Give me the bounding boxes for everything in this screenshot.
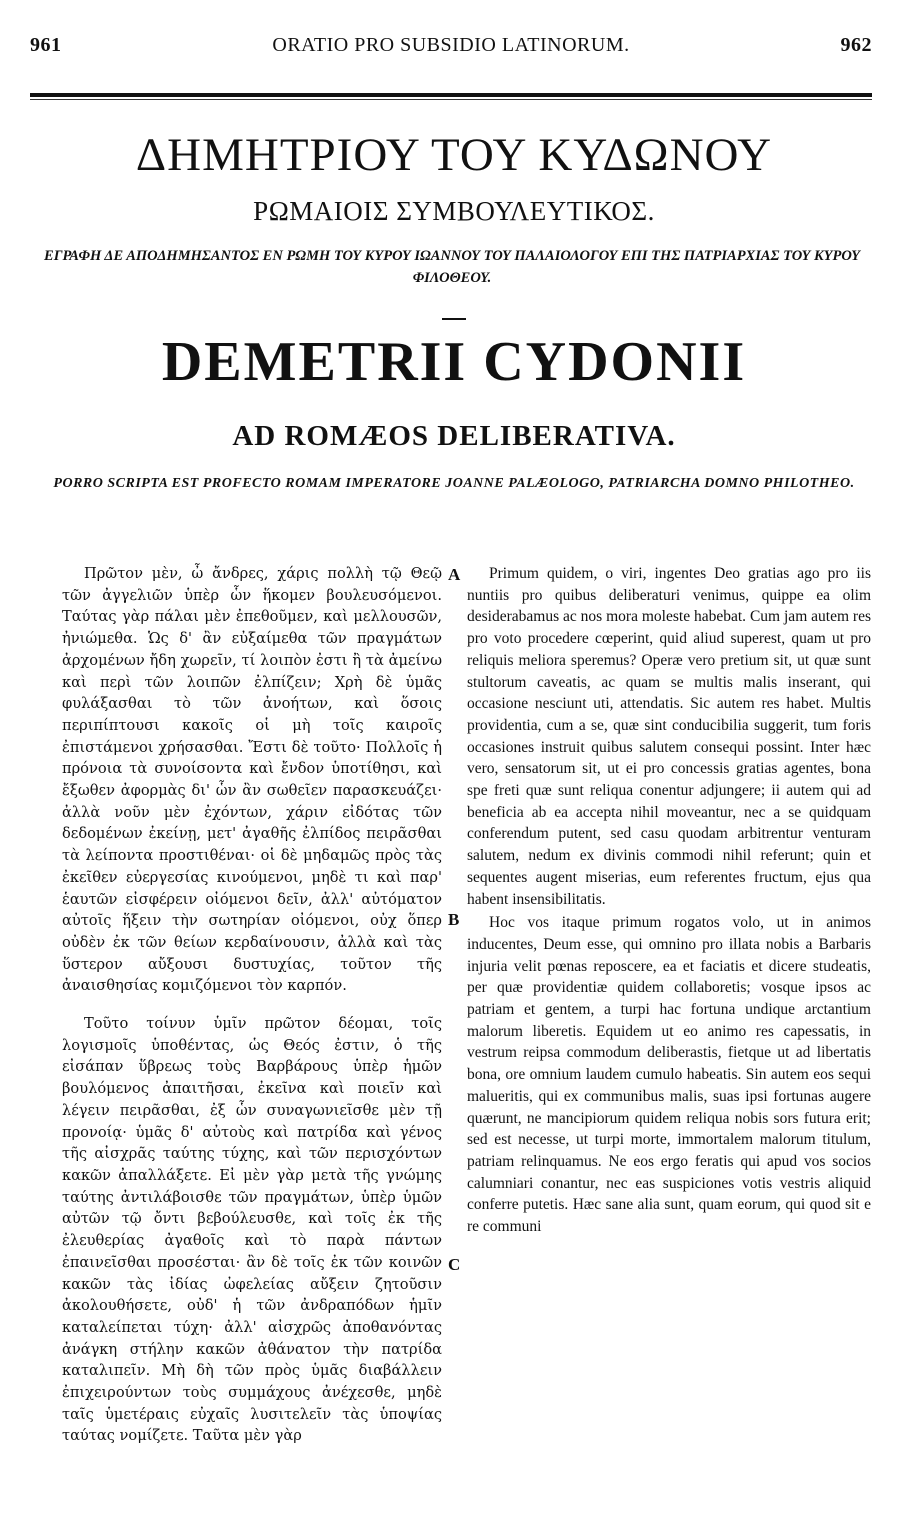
greek-title: ΔΗΜΗΤΡΙΟΥ ΤΟΥ ΚΥΔΩΝΟΥ <box>135 129 773 181</box>
latin-description: PORRO SCRIPTA EST PROFECTO ROMAM IMPERATORE JOANNE PALÆOLOGO, PATRIARCHA DOMNO PHILOTHEO. <box>53 476 855 491</box>
header-rule-thin <box>30 99 872 100</box>
latin-paragraph-1: Primum quidem, o viri, ingentes Deo gratias ago pro iis nuntiis pro quibus deliberaturi venimus, quippe ea olim desiderabamus ac nos mora moleste habebat. Cum jam autem res pro voto procedere cœperint, quid aliud superest, quam ut pro reliquis meliora speremus? Operæ vero pretium sit, ut quæ sunt stultorum caveatis, ac quam se multis malis inserant, qui occasione nesciunt uti, attendatis. Sic autem res habet. Multis providentia, cum a se, quæ sint conducibilia suggerit, tum foris occasiones instruit quibus salutem consequi possint. Inter hæc vero, sensatorum sit, ut ei pro concessis gratias agentes, bona spe freti quæ sunt reliqua conentur adjungere; ii autem qui ad beneficia ab ea accepta nihil moveantur, nec a se quidquam conferendum putent, sed casu quodam arbitrentur venturam salutem, nedum ex divinis commodi nihil referunt; quin et sequentes augent miserias, eum referentes fructum, ejus qua habent insensibilitatis. <box>467 565 871 908</box>
greek-description: ΕΓΡΑΦΗ ΔΕ ΑΠΟΔΗΜΗΣΑΝΤΟΣ ΕΝ ΡΩΜΗ ΤΟΥ ΚΥΡΟΥ ΙΩΑΝΝΟΥ ΤΟΥ ΠΑΛΑΙΟΛΟΓΟΥ ΕΠΙ ΤΗΣ ΠΑΤΡΙΑΡΧΙΑΣ ΤΟΥ ΚΥΡΟΥ ΦΙΛΟΘΕΟΥ. <box>44 248 860 286</box>
greek-paragraph-2: Τοῦτο τοίνυν ὑμῖν πρῶτον δέομαι, τοῖς λογισμοῖς ὑποθέντας, ὡς Θεός ἐστιν, ὁ τῆς εἰσάπαν ὕβρεως τοὺς Βαρβάρους ὑπὲρ ἡμῶν βουλόμενος ἀπαιτῆσαι, ἐκεῖνα καὶ ποιεῖν καὶ λέγειν πειρᾶσθαι, ἐξ ὧν συναγωνιεῖσθε μὲν τῇ προνοίᾳ· ὑμᾶς δ' αὐτοὺς καὶ πατρίδα καὶ γένος τῆς αἰσχρᾶς ταύτης τύχης, καὶ τῶν περισχόντων κακῶν ἀπαλλάξετε. Εἰ μὲν γὰρ μετὰ τῆς γνώμης ταύτης ἀντιλάβοισθε τῶν πραγμάτων, ὑπὲρ ὑμῶν αὐτῶν τῷ ὄντι βεβούλευσθε, καὶ τοῖς ἐκ τῆς ἐλευθερίας ἀγαθοῖς καὶ τὸ παρὰ πάντων ἐπαινεῖσθαι προσέσται· ἂν δὲ τοῖς ἐκ τῶν κοινῶν κακῶν τὰς ἰδίας ὠφελείας αὔξειν ζητοῦσιν ἀκολουθήσετε, οὐδ' ἡ τῶν ἀνδραπόδων ἡμῖν καταλείπεται τύχη· ἀλλ' αἰσχρῶς ἀποθανόντας ἀνάγκη στήλην κακῶν ἀθάνατον τὴν πατρίδα καταλιπεῖν. Μὴ δὴ τῶν πρὸς ὑμᾶς διαβάλλειν ἐπιχειρούντων τοὺς συμμάχους ἀνέχεσθε, μηδὲ ταῖς ὑμετέραις εὐχαῖς λυσιτελεῖν τὰς ὑποψίας ταύτας νομίζετε. Ταῦτα μὲν γὰρ <box>62 1015 442 1445</box>
page-number-right: 962 <box>840 34 872 56</box>
latin-text-column <box>467 563 871 1238</box>
greek-subtitle: ΡΩΜΑΙΟΙΣ ΣΥΜΒΟΥΛΕΥΤΙΚΟΣ. <box>253 196 655 226</box>
margin-marker-c: C <box>448 1255 461 1274</box>
latin-subtitle: AD ROMÆOS DELIBERATIVA. <box>232 420 676 452</box>
greek-text-column <box>62 563 442 1447</box>
greek-paragraph-1: Πρῶτον μὲν, ὦ ἄνδρες, χάρις πολλὴ τῷ Θεῷ τῶν ἀγγελιῶν ὑπὲρ ὧν ἥκομεν βουλευσόμενοι. Ταύτας γὰρ πάλαι μὲν ἐπεθοῦμεν, καὶ μελλουσῶν, ἠνιώμεθα. Ὡς δ' ἂν εὐξαίμεθα τῶν πραγμάτων ἀρχομένων ἤδη χωρεῖν, τί λοιπὸν ἐστι ἢ τὰ ἀμείνω καὶ περὶ τῶν λοιπῶν ἐλπίζειν; Χρὴ δὲ ὑμᾶς φυλάξασθαι τὸ τῶν ἀνοήτων, καὶ ὅσοις περιπίπτουσι κακοῖς οἱ μὴ τοῖς καιροῖς ἐπιστάμενοι χρήσασθαι. Ἔστι δὲ τοῦτο· Πολλοῖς ἡ πρόνοια τὰ συνοίσοντα καὶ ἔνδον ὑποτίθησι, καὶ ἔξωθεν ἀφορμὰς δι' ὧν ἂν σωθεῖεν παρασκευάζει· ἀλλὰ νοῦν μὲν ἐχόντων, χάριν εἰδότας τῶν δεδομένων ἐκείνῃ, μετ' ἀγαθῆς ἐλπίδος πειρᾶσθαι τὰ λείποντα προστιθέναι· οἱ δὲ μηδαμῶς πρὸς τὰς ἐκεῖθεν εὐεργεσίας κινούμενοι, μηδὲ τι καὶ παρ' ἑαυτῶν εἰσφέρειν οἰόμενοι δεῖν, ἀλλ' αὐτόματον αὐτοῖς ἥξειν τὴν σωτηρίαν οἰόμενοι, οὐχ ὅπερ οὐδὲν ἐκ τῶν θείων κερδαίνουσιν, ἀλλὰ καὶ τὰς ὕστερον αὔξουσι δυστυχίας, τοῦτον τῆς ἀναισθησίας κομιζόμενοι τὸν καρπόν. <box>62 565 442 995</box>
running-title: ORATIO PRO SUBSIDIO LATINORUM. <box>272 34 630 56</box>
page-number-left: 961 <box>30 34 62 56</box>
section-divider <box>442 318 466 320</box>
running-head <box>30 30 872 60</box>
margin-marker-b: B <box>448 910 460 929</box>
margin-marker-a: A <box>448 565 461 584</box>
latin-paragraph-2: Hoc vos itaque primum rogatos volo, ut in animos inducentes, Deum esse, qui omnino pro illata nobis a Barbaris injuria velit pœnas reposcere, ea et faciatis et dicere studeatis, per quæ providentiæ quidem collaboretis; vosque ipsos ac patriam et gentem, a turpi hac fortuna undique arctantium malorum liberetis. Equidem ut eo animo res capessatis, in vestrum reipsa commodum deliberastis, fietque ut ad libertatis bona, ore omnium laudem cumulo habeatis. Sin autem eos sequi malueritis, qui ex communibus malis, suas ipsi fortunas augere quærunt, ne mancipiorum quidem reliqua nobis sors futura erit; sed est necesse, ut turpi morte, immortalem malorum titulum, patriam relinquamus. Ne eos ergo feratis qui apud vos socios calumniari conantur, nec eas suspiciones votis vestris aliquid conferre putetis. Hæc sane alia sunt, quam eorum, qui quod sit e re communi <box>467 914 871 1236</box>
latin-title: DEMETRII CYDONII <box>161 331 747 393</box>
header-rule-thick <box>30 93 872 97</box>
